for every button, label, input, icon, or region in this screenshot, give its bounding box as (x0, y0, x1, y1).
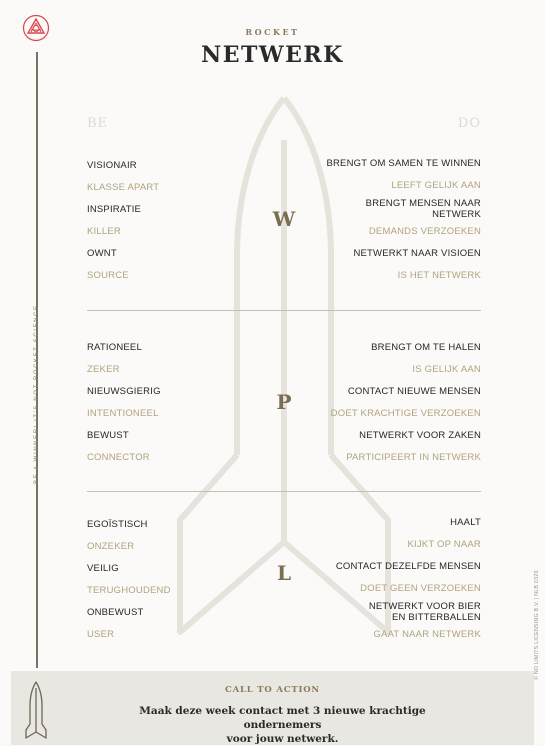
be-item: CONNECTOR (87, 452, 150, 463)
do-item: IS GELIJK AAN (412, 364, 481, 375)
be-item: ZEKER (87, 364, 120, 375)
be-item: RATIONEEL (87, 342, 142, 353)
be-item: KILLER (87, 226, 121, 237)
do-item: DOET KRACHTIGE VERZOEKEN (330, 408, 481, 419)
tagline-vertical: BE A WINNER! IT'S NOT ROCKET SCIENCE (34, 304, 40, 484)
section-letter: P (276, 390, 292, 414)
do-item: LEEFT GELIJK AAN (391, 180, 481, 191)
copyright-vertical: © NO LIMITS LICENSING B.V. | NLB 0320 (534, 570, 540, 680)
do-item: NETWERK (432, 209, 481, 220)
section-letter: L (276, 561, 292, 585)
cta-text-line: Maak deze week contact met 3 nieuwe krachtige ondernemers (139, 705, 426, 731)
do-item: CONTACT DEZELFDE MENSEN (335, 561, 481, 572)
section-divider (87, 310, 481, 311)
be-item: INTENTIONEEL (87, 408, 159, 419)
do-item: KIJKT OP NAAR (407, 539, 481, 550)
be-item: VEILIG (87, 563, 119, 574)
section-letter: W (272, 207, 296, 231)
do-item: EN BITTERBALLEN (391, 612, 481, 623)
be-item: INSPIRATIE (87, 204, 142, 215)
be-item: TERUGHOUDEND (87, 585, 171, 596)
be-item: KLASSE APART (87, 182, 160, 193)
do-item: BRENGT OM TE HALEN (371, 342, 481, 353)
be-item: VISIONAIR (87, 160, 137, 171)
do-item: HAALT (450, 517, 481, 528)
do-item: PARTICIPEERT IN NETWERK (346, 452, 481, 463)
be-item: BEWUST (87, 430, 129, 441)
be-item: NIEUWSGIERIG (87, 386, 161, 397)
be-item: SOURCE (87, 270, 129, 281)
column-head-be: BE (87, 116, 109, 131)
section-divider (87, 491, 481, 492)
do-item: NETWERKT VOOR ZAKEN (359, 430, 481, 441)
do-item: NETWERKT NAAR VISIOEN (353, 248, 481, 259)
be-item: OWNT (87, 248, 117, 259)
do-item: IS HET NETWERK (397, 270, 481, 281)
be-item: ONZEKER (87, 541, 135, 552)
be-item: EGOÏSTISCH (87, 519, 148, 530)
be-item: USER (87, 629, 115, 640)
cta-text-line: voor jouw netwerk. (226, 733, 339, 745)
do-item: DOET GEEN VERZOEKEN (360, 583, 481, 594)
column-head-do: DO (457, 116, 481, 131)
do-item: NETWERKT VOOR BIER (368, 601, 481, 612)
do-item: CONTACT NIEUWE MENSEN (347, 386, 481, 397)
be-item: ONBEWUST (87, 607, 144, 618)
do-item: BRENGT MENSEN NAAR (365, 198, 481, 209)
cta-text (100, 704, 465, 746)
page-subtitle: ROCKET (245, 27, 300, 37)
do-item: GAAT NAAR NETWERK (373, 629, 481, 640)
page-title: NETWERK (201, 42, 344, 68)
do-item: BRENGT OM SAMEN TE WINNEN (326, 158, 481, 169)
cta-heading: CALL TO ACTION (225, 685, 320, 695)
do-item: DEMANDS VERZOEKEN (368, 226, 481, 237)
